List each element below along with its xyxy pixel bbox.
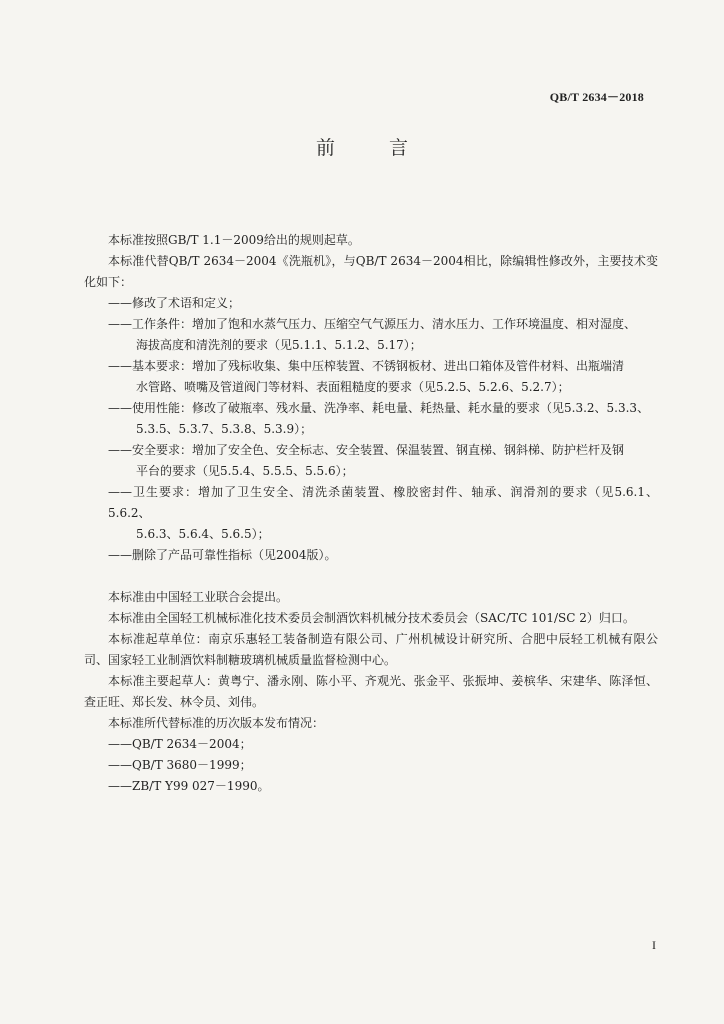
history-item: ——ZB/T Y99 027－1990。 bbox=[108, 779, 270, 793]
history-item: ——QB/T 3680－1999； bbox=[108, 758, 252, 772]
change-item: ——工作条件：增加了饱和水蒸气压力、压缩空气气源压力、清水压力、工作环境温度、相对湿度、 bbox=[108, 317, 637, 331]
change-item: ——使用性能：修改了破瓶率、残水量、洗净率、耗电量、耗热量、耗水量的要求（见5.3.2、5.3.3、 bbox=[108, 401, 650, 415]
change-item: ——基本要求：增加了残标收集、集中压榨装置、不锈钢板材、进出口箱体及管件材料、出瓶端清 bbox=[108, 359, 625, 373]
change-list bbox=[84, 293, 658, 566]
change-item: ——安全要求：增加了安全色、安全标志、安全装置、保温装置、钢直梯、钢斜梯、防护栏杆及钢 bbox=[108, 443, 625, 457]
paragraph: 本标准主要起草人：黄粤宁、潘永刚、陈小平、齐观光、张金平、张振坤、姜槟华、宋建华、陈泽恒、查正旺、郑长发、林令员、刘伟。 bbox=[84, 674, 658, 709]
spacer bbox=[84, 566, 658, 587]
change-item-continuation: 平台的要求（见5.5.4、5.5.5、5.5.6）； bbox=[136, 464, 354, 478]
change-item: ——卫生要求：增加了卫生安全、清洗杀菌装置、橡胶密封件、轴承、润滑剂的要求（见5.6.1、5.6.2、 bbox=[108, 485, 658, 520]
document-body bbox=[84, 230, 658, 797]
change-item: ——修改了术语和定义； bbox=[108, 296, 241, 310]
change-item-continuation: 海拔高度和清洗剂的要求（见5.1.1、5.1.2、5.17）； bbox=[136, 338, 422, 352]
paragraph: 本标准按照GB/T 1.1－2009给出的规则起草。 bbox=[108, 233, 360, 247]
history-item: ——QB/T 2634－2004； bbox=[108, 737, 252, 751]
paragraph: 本标准由中国轻工业联合会提出。 bbox=[108, 590, 289, 604]
paragraph: 本标准所代替标准的历次版本发布情况： bbox=[108, 716, 325, 730]
change-item-continuation: 5.3.5、5.3.7、5.3.8、5.3.9）； bbox=[136, 422, 313, 436]
page-title: 前 言 bbox=[315, 137, 433, 159]
change-item: ——删除了产品可靠性指标（见2004版）。 bbox=[108, 548, 337, 562]
change-item-continuation: 5.6.3、5.6.4、5.6.5）； bbox=[136, 527, 270, 541]
page-number: I bbox=[652, 938, 656, 952]
change-item-continuation: 水管路、喷嘴及管道阀门等材料、表面粗糙度的要求（见5.2.5、5.2.6、5.2.7）； bbox=[136, 380, 570, 394]
paragraph: 本标准起草单位：南京乐惠轻工装备制造有限公司、广州机械设计研究所、合肥中辰轻工机械有限公司、国家轻工业制酒饮料制糖玻璃机械质量监督检测中心。 bbox=[84, 632, 658, 667]
paragraph: 本标准代替QB/T 2634－2004《洗瓶机》，与QB/T 2634－2004相比，除编辑性修改外，主要技术变化如下： bbox=[84, 254, 658, 289]
paragraph: 本标准由全国轻工机械标准化技术委员会制酒饮料机械分技术委员会（SAC/TC 101/SC 2）归口。 bbox=[108, 611, 635, 625]
standard-number: QB/T 2634－2018 bbox=[549, 90, 644, 104]
history-list bbox=[84, 734, 658, 797]
